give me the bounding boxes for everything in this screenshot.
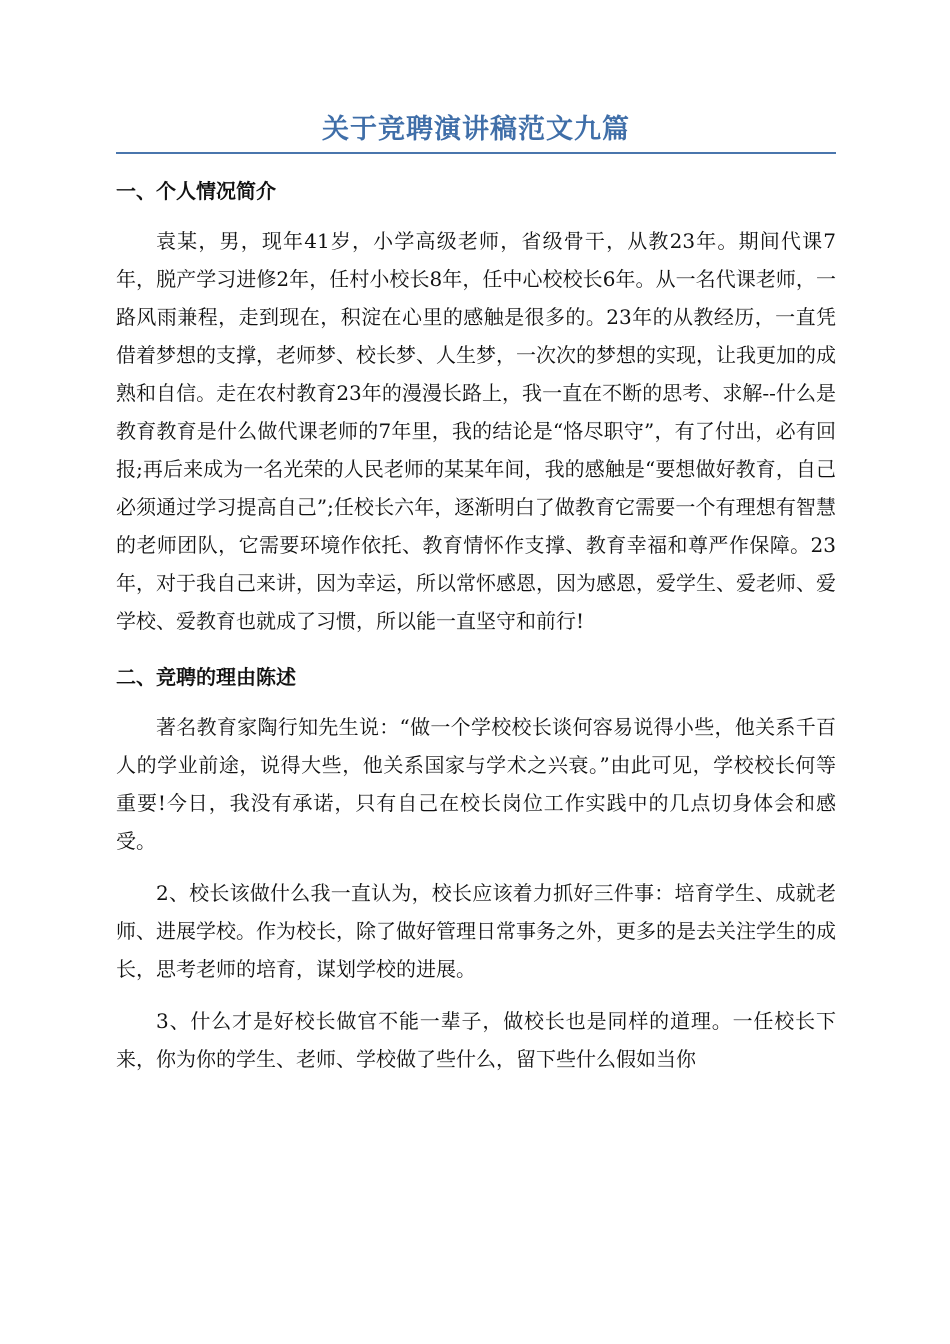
document-page [116, 110, 836, 1078]
paragraph: 3、什么才是好校长做官不能一辈子，做校长也是同样的道理。一任校长下来，你为你的学生、老师、学校做了些什么，留下些什么假如当你 [116, 1009, 836, 1071]
section-personal-intro [116, 176, 836, 640]
paragraph: 袁某，男，现年41岁，小学高级老师，省级骨干，从教23年。期间代课7年，脱产学习进修2年，任村小校长8年，任中心校校长6年。从一名代课老师，一路风雨兼程，走到现在，积淀在心里的感触是很多的。23年的从教经历，一直凭借着梦想的支撑，老师梦、校长梦、人生梦，一次次的梦想的实现，让我更加的成熟和自信。走在农村教育23年的漫漫长路上，我一直在不断的思考、求解--什么是教育教育是什么做代课老师的7年里，我的结论是“恪尽职守”，有了付出，必有回报;再后来成为一名光荣的人民老师的某某年间，我的感触是“要想做好教育，自己必须通过学习提高自己”;任校长六年，逐渐明白了做教育它需要一个有理想有智慧的老师团队，它需要环境作依托、教育情怀作支撑、教育幸福和尊严作保障。23年，对于我自己来讲，因为幸运，所以常怀感恩，因为感恩，爱学生、爱老师、爱学校、爱教育也就成了习惯，所以能一直坚守和前行! [116, 229, 836, 633]
paragraph: 著名教育家陶行知先生说：“做一个学校校长谈何容易说得小些，他关系千百人的学业前途，说得大些，他关系国家与学术之兴衰。”由此可见，学校校长何等重要!今日，我没有承诺，只有自己在校长岗位工作实践中的几点切身体会和感受。 [116, 715, 836, 853]
section-heading: 一、个人情况简介 [116, 179, 276, 203]
title-underline [116, 152, 836, 154]
section-heading: 二、竞聘的理由陈述 [116, 665, 296, 689]
paragraph: 2、校长该做什么我一直认为，校长应该着力抓好三件事：培育学生、成就老师、进展学校。作为校长，除了做好管理日常事务之外，更多的是去关注学生的成长，思考老师的培育，谋划学校的进展。 [116, 881, 836, 981]
document-title: 关于竞聘演讲稿范文九篇 [322, 114, 630, 145]
section-reasons [116, 662, 836, 1078]
